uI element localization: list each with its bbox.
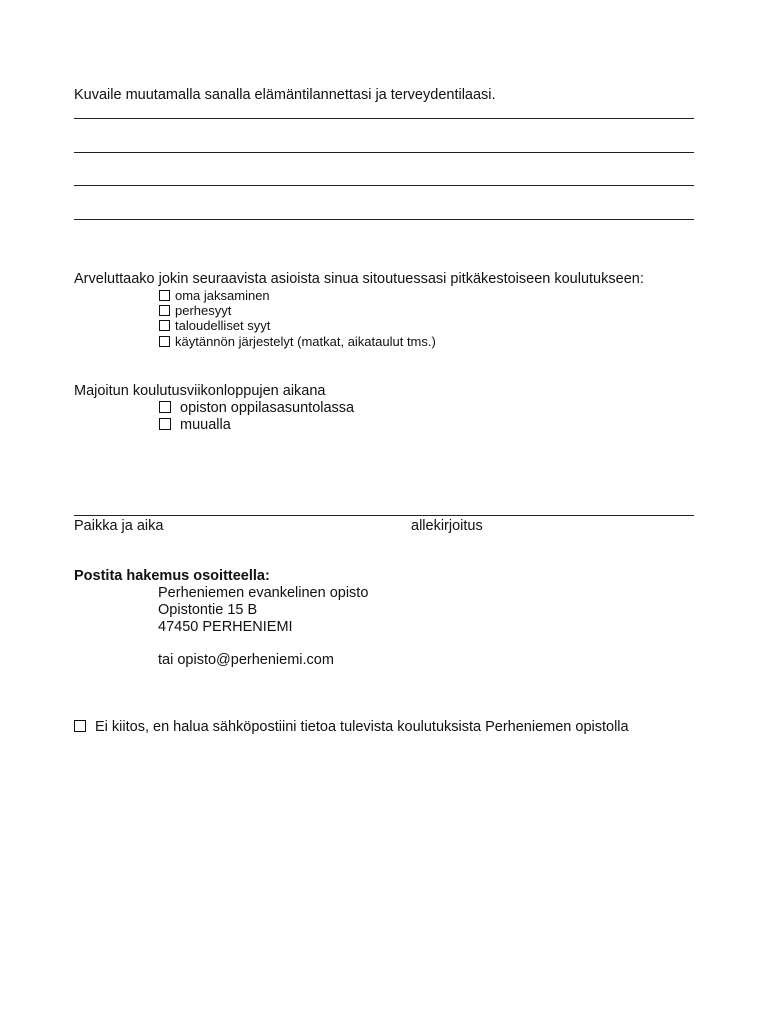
commitment-option-label: perhesyyt: [175, 303, 232, 318]
accommodation-option[interactable]: [159, 400, 354, 417]
accommodation-option[interactable]: [159, 417, 231, 434]
accommodation-option-label: opiston oppilasasuntolassa: [180, 400, 355, 416]
commitment-option[interactable]: [159, 303, 231, 318]
answer-line-3[interactable]: [74, 185, 694, 186]
answer-line-4[interactable]: [74, 219, 694, 220]
commitment-option[interactable]: [159, 288, 270, 303]
commitment-option-label: taloudelliset syyt: [175, 318, 271, 333]
checkbox[interactable]: [159, 401, 171, 413]
life-situation-question: Kuvaile muutamalla sanalla elämäntilannettasi ja terveydentilaasi.: [74, 87, 496, 103]
commitment-option-label: käytännön järjestelyt (matkat, aikataulut tms.): [175, 334, 436, 349]
signature-line[interactable]: [74, 515, 694, 516]
answer-line-2[interactable]: [74, 152, 694, 153]
answer-line-1[interactable]: [74, 118, 694, 119]
address-line: Perheniemen evankelinen opisto: [158, 585, 369, 601]
mailing-heading: Postita hakemus osoitteella:: [74, 568, 270, 584]
checkbox[interactable]: [159, 290, 170, 301]
email-line: tai opisto@perheniemi.com: [158, 652, 334, 668]
signature-label: allekirjoitus: [411, 518, 483, 534]
checkbox[interactable]: [74, 720, 86, 732]
checkbox[interactable]: [159, 305, 170, 316]
place-time-label: Paikka ja aika: [74, 518, 164, 534]
commitment-option[interactable]: [159, 318, 270, 333]
checkbox[interactable]: [159, 418, 171, 430]
accommodation-option-label: muualla: [180, 417, 231, 433]
commitment-question: Arveluttaako jokin seuraavista asioista sinua sitoutuessasi pitkäkestoiseen koulutukseen:: [74, 271, 644, 287]
opt-out-option[interactable]: [74, 719, 629, 736]
checkbox[interactable]: [159, 336, 170, 347]
accommodation-question: Majoitun koulutusviikonloppujen aikana: [74, 383, 326, 399]
checkbox[interactable]: [159, 320, 170, 331]
address-line: Opistontie 15 B: [158, 602, 258, 618]
opt-out-label: Ei kiitos, en halua sähköpostiini tietoa tulevista koulutuksista Perheniemen opistolla: [95, 719, 629, 735]
commitment-option-label: oma jaksaminen: [175, 288, 270, 303]
commitment-option[interactable]: [159, 334, 436, 349]
address-line: 47450 PERHENIEMI: [158, 619, 293, 635]
